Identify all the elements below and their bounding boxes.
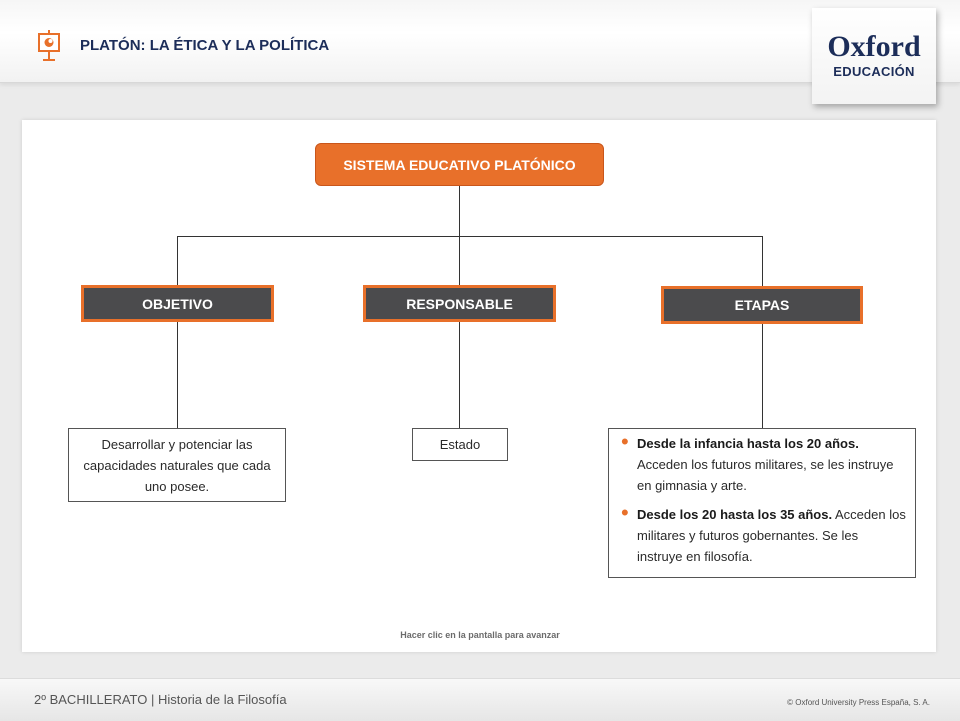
advance-hint: Hacer clic en la pantalla para avanzar (400, 630, 560, 640)
logo-subtitle: EDUCACIÓN (833, 64, 915, 79)
stage-heading: Desde los 20 hasta los 35 años. (637, 507, 833, 522)
list-item (611, 429, 907, 496)
copyright: © Oxford University Press España, S. A. (787, 698, 930, 707)
category-responsable: RESPONSABLE (363, 285, 556, 322)
stage-list (611, 429, 907, 567)
category-objetivo: OBJETIVO (81, 285, 274, 322)
category-etapas: ETAPAS (661, 286, 863, 324)
footer-bar (0, 678, 960, 721)
objetivo-content: Desarrollar y potenciar las capacidades naturales que cada uno posee. (68, 428, 286, 502)
list-item (611, 500, 907, 567)
page-title: PLATÓN: LA ÉTICA Y LA POLÍTICA (80, 37, 330, 54)
responsable-content: Estado (412, 428, 508, 461)
logo-brand: Oxford (827, 30, 921, 63)
stage-description: Acceden los futuros militares, se les instruye en gimnasia y arte. (637, 457, 894, 493)
stage-description: Acceden los militares y futuros gobernantes. Se les instruye en filosofía. (637, 507, 906, 564)
bullet-icon: • (621, 429, 629, 454)
bullet-icon: • (621, 500, 629, 525)
course-label: 2º BACHILLERATO | Historia de la Filosofía (34, 692, 287, 707)
etapas-content (608, 428, 916, 578)
stage-heading: Desde la infancia hasta los 20 años. (637, 436, 859, 451)
root-node: SISTEMA EDUCATIVO PLATÓNICO (315, 143, 604, 186)
